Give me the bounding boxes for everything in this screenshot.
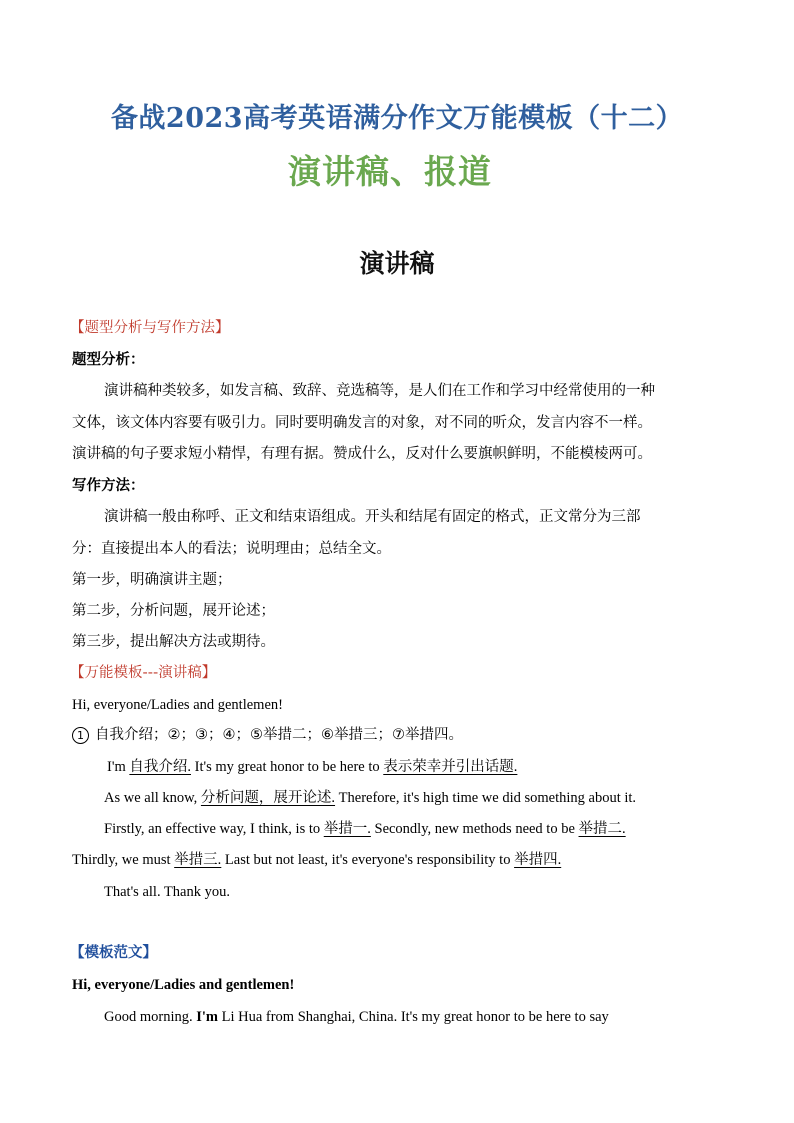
sample-text: Li Hua from Shanghai, China. It's my great honor to be here to say: [217, 1009, 609, 1025]
template-outline: [72, 725, 463, 745]
template-blank: 举措三.: [174, 852, 222, 868]
method-label: 写作方法：: [72, 478, 145, 494]
template-text: Thirdly, we must: [72, 852, 175, 868]
template-greeting: Hi, everyone/Ladies and gentlemen!: [72, 697, 283, 713]
type-analysis-line-2: 文体，该文体内容要有吸引力。同时要明确发言的对象，对不同的听众，发言内容不一样。: [72, 415, 652, 431]
step-3: 第三步，提出解决方法或期待。: [72, 634, 275, 650]
template-blank: 举措一.: [323, 821, 371, 837]
template-blank: 举措四.: [514, 852, 562, 868]
section-title: 演讲稿: [359, 249, 435, 278]
template-heading: 【万能模板---演讲稿】: [70, 665, 217, 681]
sample-greeting: Hi, everyone/Ladies and gentlemen!: [72, 977, 295, 993]
main-title: 备战2023高考英语满分作文万能模板（十二）: [110, 103, 684, 134]
template-blank: 举措二.: [578, 821, 626, 837]
step-2: 第二步，分析问题，展开论述；: [72, 603, 275, 619]
sample-text: Good morning.: [104, 1009, 197, 1025]
template-text: Firstly, an effective way, I think, is to: [104, 821, 324, 837]
analysis-heading: 【题型分析与写作方法】: [70, 320, 230, 336]
template-text: Last but not least, it's everyone's responsibility to: [221, 852, 515, 868]
type-analysis-label: 题型分析：: [72, 352, 145, 368]
template-blank: 表示荣幸并引出话题.: [383, 759, 518, 775]
circled-number: 1: [72, 727, 89, 744]
method-line-1: 演讲稿一般由称呼、正文和结束语组成。开头和结尾有固定的格式，正文常分为三部: [104, 509, 641, 525]
template-text: As we all know,: [104, 790, 201, 806]
sub-title: 演讲稿、报道: [288, 152, 492, 191]
template-text: It's my great honor to be here to: [190, 759, 384, 775]
sample-text-bold: I'm: [196, 1009, 218, 1025]
type-analysis-line-3: 演讲稿的句子要求短小精悍，有理有据。赞成什么，反对什么要旗帜鲜明，不能模棱两可。: [72, 446, 652, 462]
template-line-2: [104, 788, 636, 808]
template-text: Secondly, new methods need to be: [370, 821, 579, 837]
template-line-4: [72, 850, 561, 870]
outline-text: 自我介绍；②；③；④；⑤举措二；⑥举措三；⑦举措四。: [95, 727, 463, 743]
template-line-3: [104, 819, 626, 839]
template-blank: 自我介绍.: [129, 759, 191, 775]
template-line-1: [107, 757, 517, 777]
template-blank: 分析问题，展开论述.: [200, 790, 336, 806]
sample-paragraph-1: [104, 1007, 609, 1027]
template-text: I'm: [107, 759, 130, 775]
sample-heading: 【模板范文】: [70, 945, 157, 961]
template-text: Therefore, it's high time we did something about it.: [335, 790, 637, 806]
type-analysis-line-1: 演讲稿种类较多，如发言稿、致辞、竞选稿等，是人们在工作和学习中经常使用的一种: [104, 383, 655, 399]
template-line-5: That's all. Thank you.: [104, 884, 230, 900]
method-line-2: 分：直接提出本人的看法；说明理由；总结全文。: [72, 541, 391, 557]
step-1: 第一步，明确演讲主题；: [72, 572, 232, 588]
